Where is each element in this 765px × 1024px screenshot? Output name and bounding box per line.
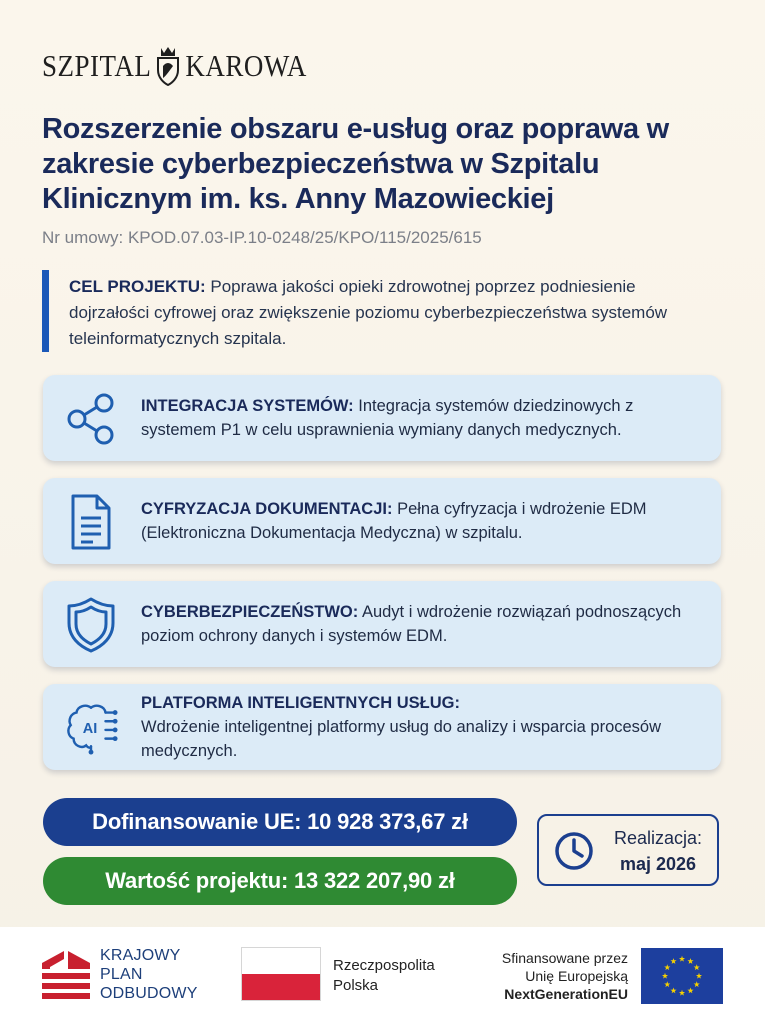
clock-icon xyxy=(553,830,595,872)
goal-text: Poprawa jakości opieki zdrowotnej poprzez podniesienie dojrzałości cyfrowej oraz zwiększenie poziomu cyberbezpieczeństwa systemów teleinformatycznych szpitala. xyxy=(69,277,668,348)
card-description: Pełna cyfryzacja i wdrożenie EDM (Elektroniczna Dokumentacja Medyczna) w szpitalu. xyxy=(141,500,647,542)
ai-icon-label: AI xyxy=(82,720,98,737)
page-title: Rozszerzenie obszaru e-usług oraz poprawa w zakresie cyberbezpieczeństwa w Szpitalu Klinicznym im. ks. Anny Mazowieckiej xyxy=(42,113,669,215)
contract-number: Nr umowy: KPOD.07.03-IP.10-0248/25/KPO/115/2025/615 xyxy=(42,228,482,247)
poland-flag-icon xyxy=(241,947,321,1001)
rp-text xyxy=(333,956,435,996)
card-label: CYFRYZACJA DOKUMENTACJI: xyxy=(141,500,393,518)
card-text xyxy=(141,691,711,763)
card-cybersecurity xyxy=(43,581,721,667)
eu-line-1: Sfinansowane przez xyxy=(501,950,628,966)
project-value-badge: Wartość projektu: 13 322 207,90 zł xyxy=(43,857,517,905)
ai-brain-icon xyxy=(63,700,119,756)
card-text xyxy=(141,600,711,648)
hospital-logo xyxy=(42,44,307,88)
eu-flag-icon xyxy=(641,948,723,1004)
eu-funding-badge: Dofinansowanie UE: 10 928 373,67 zł xyxy=(43,798,517,846)
realization-box xyxy=(537,814,719,886)
card-description: Integracja systemów dziedzinowych z systemem P1 w celu usprawnienia wymiany danych medycznych. xyxy=(141,397,634,439)
kpo-logo-icon xyxy=(42,949,92,1003)
card-documentation xyxy=(43,478,721,564)
realization-label: Realizacja: xyxy=(613,828,703,848)
kpo-text xyxy=(100,946,198,1003)
goal-label: CEL PROJEKTU: xyxy=(69,277,206,296)
crest-icon xyxy=(153,46,183,86)
goal-text-block xyxy=(69,274,719,352)
rp-line-1: Rzeczpospolita xyxy=(333,957,435,974)
logo-word-right: KAROWA xyxy=(185,48,307,83)
share-icon xyxy=(63,391,119,447)
card-label: PLATFORMA INTELIGENTNYCH USŁUG: xyxy=(141,694,460,712)
card-ai-platform xyxy=(43,684,721,770)
realization-date: maj 2026 xyxy=(619,854,697,874)
document-icon xyxy=(63,494,119,550)
logo-word-left: SZPITAL xyxy=(42,48,152,83)
card-text xyxy=(141,497,711,545)
card-description: Audyt i wdrożenie rozwiązań podnoszących poziom ochrony danych i systemów EDM. xyxy=(141,603,682,645)
rp-line-2: Polska xyxy=(333,977,379,994)
card-label: INTEGRACJA SYSTEMÓW: xyxy=(141,397,354,415)
eu-funding-text xyxy=(470,949,628,1003)
card-description: Wdrożenie inteligentnej platformy usług do analizy i wsparcia procesów medycznych. xyxy=(141,718,662,760)
kpo-line-3: ODBUDOWY xyxy=(100,985,198,1002)
card-system-integration xyxy=(43,375,721,461)
kpo-line-1: KRAJOWY xyxy=(100,947,181,964)
footer-logos xyxy=(0,927,765,1024)
kpo-line-2: PLAN xyxy=(100,966,143,983)
card-text xyxy=(141,394,711,442)
eu-line-3: NextGenerationEU xyxy=(504,986,628,1002)
eu-line-2: Unię Europejską xyxy=(525,968,628,984)
goal-accent-bar xyxy=(42,270,49,352)
shield-icon xyxy=(63,597,119,653)
card-label: CYBERBEZPIECZEŃSTWO: xyxy=(141,603,359,621)
project-goal xyxy=(42,270,722,352)
